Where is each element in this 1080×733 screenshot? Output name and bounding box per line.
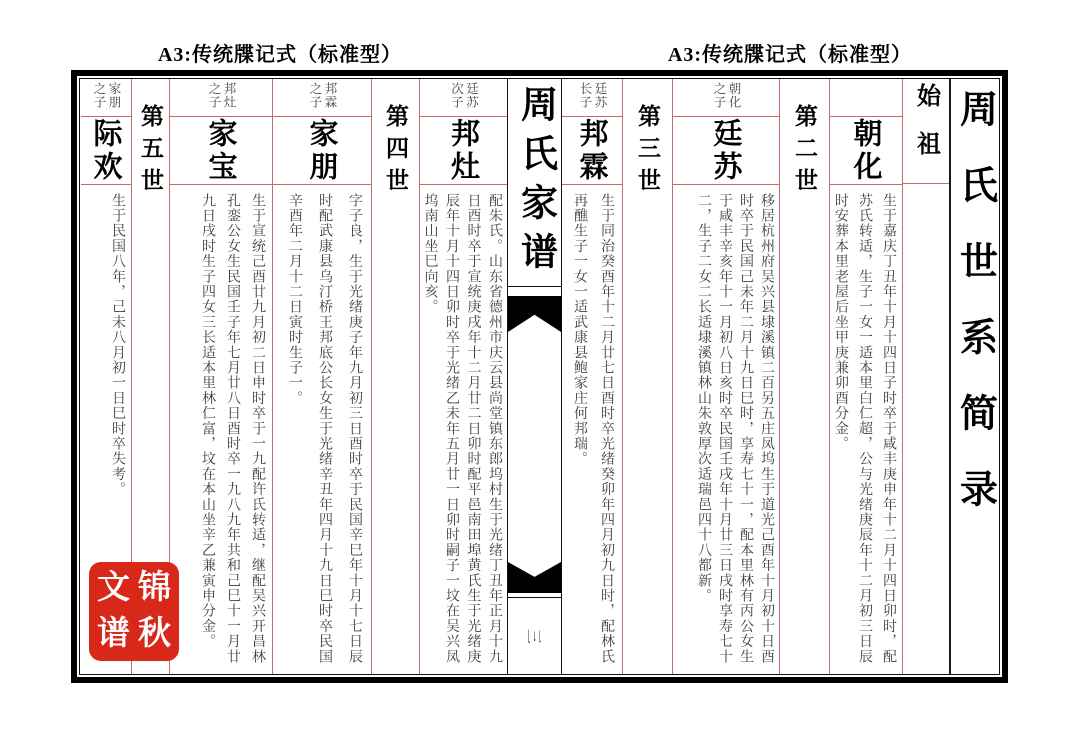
generation-label: 第二世	[792, 104, 817, 200]
person-name-cell	[273, 117, 371, 185]
person-bio: 生于宣统己酉廿九月初二日申时卒于一九配许氏转适，继配吴兴开昌林孔銮公女生民国壬子年七月廿八日酉时卒一九八九年共和己巳十一月廿九日戌时生子四女三长适本里林仁富，坟在本山坐辛乙兼寅申分金。	[200, 193, 265, 665]
generation-label: 第四世	[383, 104, 408, 200]
person-name: 朝化	[849, 117, 882, 184]
person-name-cell	[420, 117, 507, 185]
parent-label: 廷苏次子	[449, 82, 479, 109]
page-header-right: A3:传统牒记式（标准型）	[667, 44, 913, 66]
generation-column-gen3	[622, 79, 672, 674]
person-bio: 配朱氏。山东省德州市庆云县尚堂镇东郎坞村生于光绪丁丑年正月十九日酉时卒于宣统庚戌年十二月廿二日卯时配平邑南田埠黄氏生于光绪庚辰年十月十四日卯时卒于光绪乙未年五月廿一日卯时嗣子一坟在吴兴凤坞南山坐巳向亥。	[422, 193, 502, 665]
person-column-tingsu	[672, 79, 779, 674]
page-number: 三	[524, 628, 541, 644]
person-name: 家朋	[305, 117, 338, 184]
person-name-cell	[562, 117, 622, 185]
fishtail-top-icon	[508, 296, 561, 332]
lineage-index-column	[949, 79, 999, 674]
person-column-bangzao	[419, 79, 507, 674]
page-header-left: A3:传统牒记式（标准型）	[157, 44, 403, 66]
seal-char: 秋	[138, 615, 171, 652]
person-name: 际欢	[89, 117, 122, 184]
parent-label-cell	[420, 79, 507, 117]
outer-frame	[71, 70, 1008, 683]
parent-label: 家朋之子	[92, 82, 121, 109]
seal-char: 文	[97, 570, 130, 607]
person-name-cell	[830, 117, 902, 185]
parent-label: 朝化之子	[712, 82, 741, 109]
fishtail-bottom-icon	[508, 562, 561, 593]
person-name: 邦霖	[575, 117, 608, 184]
page-number-cell	[508, 597, 561, 674]
person-name: 家宝	[204, 117, 237, 184]
person-name-cell	[673, 117, 779, 185]
person-name-cell	[81, 117, 131, 185]
lineage-index-cell	[951, 79, 999, 674]
parent-label-cell	[673, 79, 779, 117]
first-ancestor-label: 始祖	[912, 83, 939, 179]
jinqiu-wenpu-seal	[89, 562, 179, 661]
genealogy-columns	[80, 79, 999, 674]
parent-label: 廷苏长子	[578, 82, 607, 109]
generation-label: 第三世	[635, 104, 660, 200]
lineage-index-title: 周氏世系简录	[953, 89, 996, 545]
person-bio: 移居杭州府吴兴县埭溪镇二百另五庄凤坞生于道光己酉年十月初十日酉时卒于民国己未年二月十九日巳时，享寿七十一，配本里林有丙公女生于咸丰辛亥年十一月初八日亥时卒民国壬戌年十月廿三日戌时享寿七十二，生子二女二长适埭溪镇林山朱敦厚次适瑞邑四十八都新。	[696, 193, 774, 665]
parent-label-cell	[562, 79, 622, 117]
person-column-jiapeng	[272, 79, 371, 674]
parent-label-cell	[273, 79, 371, 117]
book-title-cell	[508, 79, 561, 287]
parent-label-cell	[830, 79, 902, 117]
person-column-chaohua	[829, 79, 902, 674]
parent-label: 邦灶之子	[207, 82, 236, 109]
person-bio: 生于民国八年，己未八月初一日巳时卒失考。	[110, 193, 125, 497]
first-ancestor-cell	[903, 79, 949, 184]
person-column-banglin	[562, 79, 622, 674]
person-name: 邦灶	[447, 117, 479, 184]
generation-label: 第五世	[138, 104, 163, 200]
person-column-jiabao	[169, 79, 272, 674]
spine-column	[507, 79, 562, 674]
generation-cell	[372, 79, 419, 674]
spine-spacer	[508, 332, 561, 562]
parent-label-cell	[81, 79, 131, 117]
first-ancestor-column	[902, 79, 949, 674]
parent-label: 邦霖之子	[308, 82, 337, 109]
book-title: 周氏家谱	[514, 84, 556, 281]
generation-cell	[623, 79, 672, 674]
generation-column-gen4	[371, 79, 419, 674]
person-bio: 生于嘉庆丁丑年十月十四日子时卒于咸丰庚申年十二月十四日卯时，配苏氏转适，生子一女一适本里白仁超，公与光绪庚辰年十二月初三日辰时安葬本里老屋后坐甲庚兼卯酉分金。	[833, 193, 896, 665]
person-name-cell	[170, 117, 272, 185]
parent-label-cell	[170, 79, 272, 117]
generation-cell	[780, 79, 829, 674]
person-bio: 生于同治癸酉年十二月廿七日酉时卒光绪癸卯年四月初九日时，配林氏再醮生子一女一适武康县鲍家庄何邦瑞。	[572, 193, 614, 665]
person-bio: 字子良，生于光绪庚子年九月初三日酉时卒于民国辛巳年十月十七日辰时配武康县乌汀桥王邦底公长女生于光绪辛丑年四月十九日巳时卒民国辛酉年二月十二日寅时生子一。	[287, 193, 362, 665]
seal-char: 锦	[138, 570, 171, 607]
inner-frame	[79, 78, 1000, 675]
person-name: 廷苏	[709, 117, 742, 184]
seal-char: 谱	[97, 615, 130, 652]
generation-column-gen2	[779, 79, 829, 674]
